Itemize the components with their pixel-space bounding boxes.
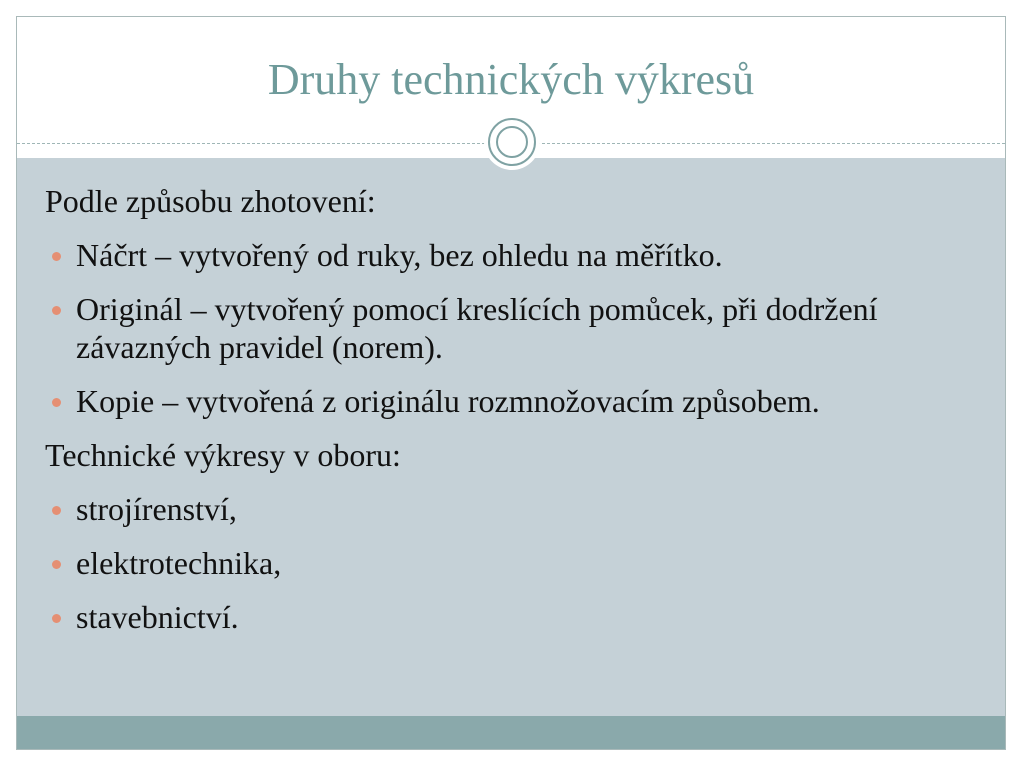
footer-band — [17, 716, 1005, 750]
bullet-item-original — [45, 290, 985, 366]
bullet-dot-icon — [52, 560, 61, 569]
bullet-text: Originál – vytvořený pomocí kreslících pomůcek, při dodržení závazných pravidel (norem). — [76, 291, 878, 365]
bullet-text: stavebnictví. — [76, 599, 239, 635]
slide-title: Druhy technických výkresů — [267, 55, 755, 104]
bullet-item-sketch — [45, 236, 985, 274]
bullet-text: Kopie – vytvořená z originálu rozmnožovacím způsobem. — [76, 383, 820, 419]
bullet-dot-icon — [52, 252, 61, 261]
paragraph-fields — [45, 436, 985, 474]
bullet-item-copy — [45, 382, 985, 420]
paragraph-text: Podle způsobu zhotovení: — [45, 183, 376, 219]
bullet-item-electrical — [45, 544, 985, 582]
paragraph-text: Technické výkresy v oboru: — [45, 437, 401, 473]
bullet-dot-icon — [52, 398, 61, 407]
decorative-inner-circle — [496, 126, 528, 158]
bullet-text: strojírenství, — [76, 491, 237, 527]
bullet-item-mechanical — [45, 490, 985, 528]
bullet-text: Náčrt – vytvořený od ruky, bez ohledu na měřítko. — [76, 237, 723, 273]
slide-body — [45, 182, 985, 652]
slide — [16, 16, 1006, 750]
decorative-circle-icon — [488, 118, 536, 166]
bullet-dot-icon — [52, 306, 61, 315]
bullet-dot-icon — [52, 506, 61, 515]
bullet-item-civil — [45, 598, 985, 636]
bullet-text: elektrotechnika, — [76, 545, 282, 581]
bullet-dot-icon — [52, 614, 61, 623]
paragraph-method — [45, 182, 985, 220]
